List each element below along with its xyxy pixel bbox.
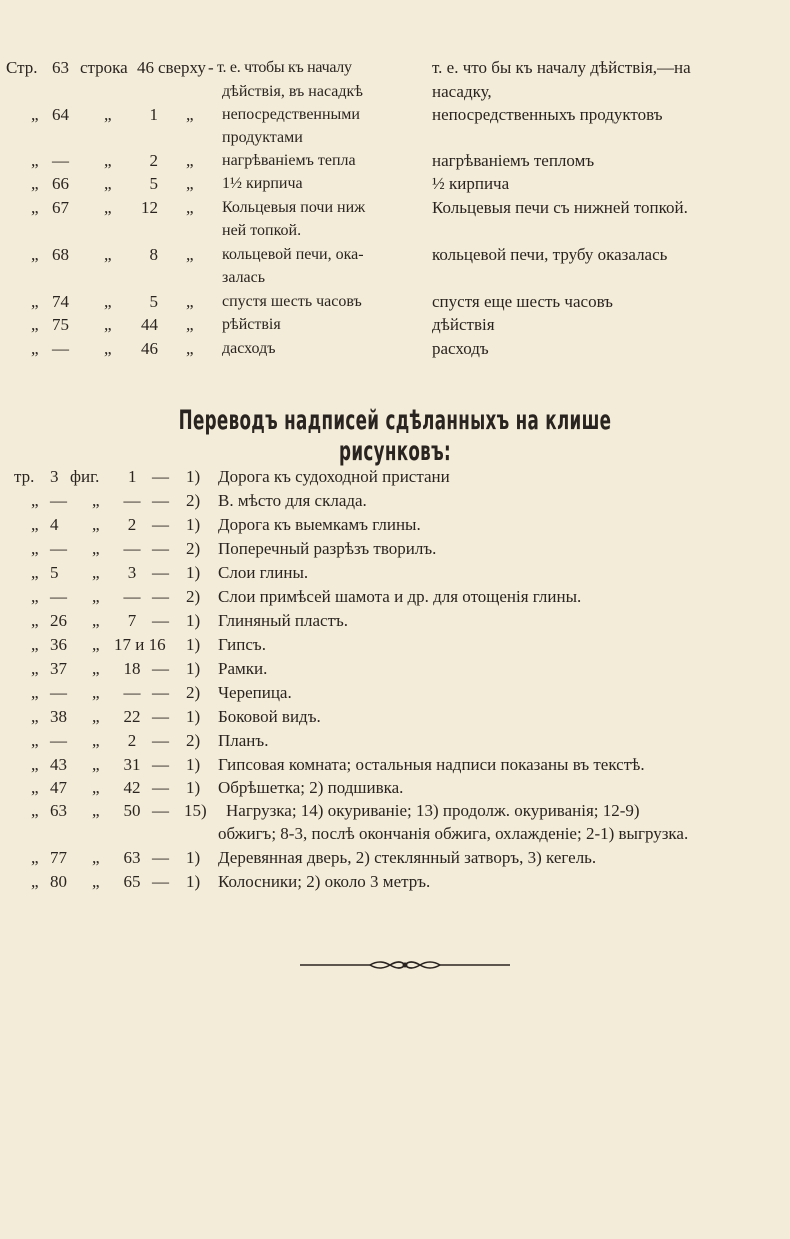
page-number: 5 [50, 563, 59, 582]
ditto-mark: „ [31, 174, 39, 193]
caption-text: Слои примѣсей шамота и др. для отощенія глины. [218, 587, 582, 606]
correct-text: кольцевой печи, трубу оказалась [432, 245, 668, 264]
wrong-text: т. е. чтобы къ началу [217, 59, 352, 76]
figure-label: фиг. [70, 467, 100, 486]
page-number: 75 [52, 315, 69, 334]
page-number: — [50, 587, 67, 606]
caption-text: Поперечный разрѣзъ творилъ. [218, 539, 437, 558]
figure-number: 42 [123, 778, 141, 797]
wrong-text: ней топкой. [222, 222, 302, 239]
line-number: 12 [141, 198, 158, 217]
figure-number: 50 [123, 801, 141, 820]
wrong-text: продуктами [222, 129, 303, 146]
item-number: 1) [186, 872, 201, 891]
page-number: 26 [50, 611, 67, 630]
correct-text: ½ кирпича [432, 174, 510, 193]
page-number: 77 [50, 848, 67, 867]
wrong-text: рѣйствія [222, 316, 281, 333]
ditto-mark: „ [186, 292, 194, 311]
wrong-text: 1½ кирпича [222, 175, 303, 192]
item-number: 2) [186, 683, 201, 702]
wrong-text: Кольцевыя почи ниж [222, 199, 366, 216]
ditto-mark: „ [186, 151, 194, 170]
figure-row [0, 729, 790, 753]
item-number: 1) [186, 611, 201, 630]
line-number: 5 [149, 174, 158, 193]
caption-text: Колосники; 2) около 3 метръ. [218, 872, 431, 891]
ditto-mark: „ [31, 245, 39, 264]
ditto-mark: „ [31, 151, 39, 170]
item-number: 1) [186, 659, 201, 678]
wrong-text: залась [222, 269, 266, 286]
errata-row [0, 103, 790, 127]
dash: — [152, 683, 169, 702]
item-number: 2) [186, 491, 201, 510]
dash: — [152, 848, 169, 867]
correct-text: т. е. что бы къ началу дѣйствія,—на [432, 58, 691, 77]
ditto-mark: „ [104, 105, 112, 124]
errata-row [0, 219, 790, 243]
figure-number: 31 [123, 755, 141, 774]
figure-row [0, 489, 790, 513]
page-number: 4 [50, 515, 59, 534]
page-number: — [50, 731, 67, 750]
line-number: 46 [137, 58, 154, 77]
caption-text: Обрѣшетка; 2) подшивка. [218, 778, 404, 797]
page-number: — [50, 539, 67, 558]
ditto-mark: „ [92, 872, 100, 891]
from-label: сверху [158, 58, 206, 77]
line-number: 2 [149, 151, 158, 170]
page-number: 67 [52, 198, 69, 217]
errata-row [0, 149, 790, 173]
caption-text: Нагрузка; 14) окуриваніе; 13) продолж. окуриванія; 12-9) [226, 801, 640, 820]
ditto-mark: „ [31, 731, 39, 750]
ditto-mark: „ [31, 563, 39, 582]
ditto-mark: „ [92, 611, 100, 630]
correct-text: расходъ [432, 339, 489, 358]
correct-text: насадку, [432, 82, 492, 101]
ditto-mark: „ [92, 755, 100, 774]
correct-text: непосредственныхъ продуктовъ [432, 105, 663, 124]
figure-number: 1 [128, 467, 137, 486]
figure-row [0, 776, 790, 800]
figure-number: 18 [123, 659, 141, 678]
line-number: 44 [141, 315, 158, 334]
ditto-mark: „ [31, 848, 39, 867]
ditto-mark: „ [31, 755, 39, 774]
caption-text: Гипсъ. [218, 635, 266, 654]
caption-text: Слои глины. [218, 563, 309, 582]
ditto-mark: „ [31, 587, 39, 606]
page-number: 3 [50, 467, 59, 486]
ditto-mark: „ [104, 315, 112, 334]
correct-text: спустя еще шесть часовъ [432, 292, 613, 311]
page-number: 63 [52, 58, 69, 77]
figure-row [0, 822, 790, 846]
figure-row [0, 681, 790, 705]
errata-row [0, 243, 790, 267]
figure-number: 3 [127, 563, 137, 582]
caption-text: Дорога къ выемкамъ глины. [218, 515, 421, 534]
ditto-mark: „ [92, 563, 100, 582]
ditto-mark: „ [104, 339, 112, 358]
caption-text: Гипсовая комната; остальныя надписи показаны въ текстѣ. [218, 755, 645, 774]
correct-text: дѣйствія [432, 315, 495, 334]
ditto-mark: „ [31, 339, 39, 358]
figure-row [0, 561, 790, 585]
line-number: 1 [149, 105, 158, 124]
caption-text: В. мѣсто для склада. [218, 491, 367, 510]
figure-row [0, 870, 790, 894]
dash: - [208, 58, 214, 77]
dash: — [152, 491, 169, 510]
errata-row [0, 80, 790, 104]
ditto-mark: „ [186, 339, 194, 358]
ditto-mark: „ [92, 587, 100, 606]
figure-row [0, 609, 790, 633]
figure-number: 7 [127, 611, 137, 630]
caption-text: обжигъ; 8-3, послѣ окончанія обжига, охлажденіе; 2-1) выгрузка. [218, 824, 689, 843]
dash: — [152, 539, 169, 558]
page-number: 36 [50, 635, 67, 654]
ditto-mark: „ [31, 778, 39, 797]
dash: — [152, 659, 169, 678]
ditto-mark: „ [92, 683, 100, 702]
ditto-mark: „ [104, 198, 112, 217]
errata-row [0, 126, 790, 150]
item-number: 1) [186, 707, 201, 726]
line-number: 8 [149, 245, 158, 264]
wrong-text: дасходъ [222, 340, 276, 357]
errata-row [0, 313, 790, 337]
ditto-mark: „ [104, 151, 112, 170]
item-number: 2) [186, 731, 201, 750]
ditto-mark: „ [92, 539, 100, 558]
ditto-mark: „ [31, 315, 39, 334]
page-number: 68 [52, 245, 69, 264]
ditto-mark: „ [186, 174, 194, 193]
page-label: Стр. [6, 58, 38, 77]
dash: — [152, 587, 169, 606]
figure-number: — [123, 683, 141, 702]
ditto-mark: „ [92, 659, 100, 678]
figure-row [0, 753, 790, 777]
dash: — [152, 872, 169, 891]
figure-number: 63 [123, 848, 141, 867]
wrong-text: спустя шесть часовъ [222, 293, 362, 310]
ditto-mark: „ [186, 105, 194, 124]
ditto-mark: „ [31, 198, 39, 217]
page-number: 63 [50, 801, 67, 820]
item-number: 2) [186, 539, 201, 558]
ditto-mark: „ [31, 515, 39, 534]
item-number: 1) [186, 563, 201, 582]
dash: — [152, 467, 169, 486]
errata-header-row [0, 56, 790, 80]
ditto-mark: „ [186, 198, 194, 217]
ditto-mark: „ [92, 515, 100, 534]
ditto-mark: „ [92, 848, 100, 867]
figure-number: 65 [123, 872, 141, 891]
ditto-mark: „ [31, 491, 39, 510]
figure-row [0, 799, 790, 823]
line-number: 46 [141, 339, 158, 358]
ditto-mark: „ [92, 491, 100, 510]
page-number: 38 [50, 707, 67, 726]
item-number: 1) [186, 467, 201, 486]
errata-row [0, 290, 790, 314]
caption-text: Планъ. [218, 731, 269, 750]
figure-row [0, 657, 790, 681]
page-number: — [52, 339, 69, 358]
figure-number: — [123, 491, 141, 510]
ditto-mark: „ [186, 315, 194, 334]
page-number: 37 [50, 659, 67, 678]
errata-row [0, 266, 790, 290]
page-number: 64 [52, 105, 69, 124]
figure-number: 17 и 16 [114, 635, 166, 654]
ditto-mark: „ [31, 707, 39, 726]
ditto-mark: „ [104, 245, 112, 264]
dash: — [152, 731, 169, 750]
page-label: тр. [14, 467, 35, 486]
ditto-mark: „ [31, 683, 39, 702]
errata-row [0, 196, 790, 220]
ditto-mark: „ [31, 635, 39, 654]
figure-row [0, 633, 790, 657]
section-title: Переводъ надписей сдѣланныхъ на клише рисунковъ: [178, 405, 612, 467]
ditto-mark: „ [104, 174, 112, 193]
ditto-mark: „ [92, 635, 100, 654]
ornament-divider [300, 958, 510, 972]
figure-row [0, 846, 790, 870]
ditto-mark: „ [186, 245, 194, 264]
ditto-mark: „ [31, 611, 39, 630]
page-number: 74 [52, 292, 69, 311]
page-number: 66 [52, 174, 69, 193]
ditto-mark: „ [31, 539, 39, 558]
page-number: 80 [50, 872, 67, 891]
item-number: 1) [186, 755, 201, 774]
correct-text: Кольцевыя печи съ нижней топкой. [432, 198, 688, 217]
item-number: 15) [184, 801, 207, 820]
ditto-mark: „ [92, 707, 100, 726]
errata-row [0, 172, 790, 196]
figure-number: — [123, 587, 141, 606]
dash: — [152, 563, 169, 582]
page-number: 43 [50, 755, 67, 774]
wrong-text: нагрѣваніемъ тепла [222, 152, 356, 169]
ditto-mark: „ [31, 659, 39, 678]
ditto-mark: „ [92, 731, 100, 750]
item-number: 2) [186, 587, 201, 606]
wrong-text: кольцевой печи, ока- [222, 246, 364, 263]
item-number: 1) [186, 515, 201, 534]
dash: — [152, 755, 169, 774]
line-label: строка [80, 58, 128, 77]
ditto-mark: „ [92, 778, 100, 797]
ditto-mark: „ [104, 292, 112, 311]
ditto-mark: „ [92, 801, 100, 820]
wrong-text: непосредственными [222, 106, 360, 123]
page-number: — [50, 491, 67, 510]
page-number: — [50, 683, 67, 702]
ditto-mark: „ [31, 105, 39, 124]
figure-row [0, 585, 790, 609]
caption-text: Дорога къ судоходной пристани [218, 467, 450, 486]
line-number: 5 [149, 292, 158, 311]
caption-text: Рамки. [218, 659, 268, 678]
wrong-text: дѣйствія, въ насадкѣ [222, 83, 363, 100]
dash: — [152, 611, 169, 630]
ditto-mark: „ [31, 292, 39, 311]
item-number: 1) [186, 778, 201, 797]
item-number: 1) [186, 635, 201, 654]
dash: — [152, 778, 169, 797]
figure-number: 2 [127, 731, 137, 750]
figure-row [0, 513, 790, 537]
figure-number: — [123, 539, 141, 558]
page-number: 47 [50, 778, 67, 797]
item-number: 1) [186, 848, 201, 867]
ditto-mark: „ [31, 872, 39, 891]
figures-header-row [0, 465, 790, 489]
figure-number: 2 [127, 515, 137, 534]
caption-text: Глиняный пластъ. [218, 611, 349, 630]
page-number: — [52, 151, 69, 170]
figure-row [0, 705, 790, 729]
errata-row [0, 337, 790, 361]
dash: — [152, 707, 169, 726]
figure-number: 22 [123, 707, 141, 726]
ditto-mark: „ [31, 801, 39, 820]
dash: — [152, 801, 169, 820]
correct-text: нагрѣваніемъ тепломъ [432, 151, 595, 170]
caption-text: Деревянная дверь, 2) стеклянный затворъ, 3) кегель. [218, 848, 597, 867]
caption-text: Боковой видъ. [218, 707, 321, 726]
caption-text: Черепица. [218, 683, 292, 702]
dash: — [152, 515, 169, 534]
figure-row [0, 537, 790, 561]
